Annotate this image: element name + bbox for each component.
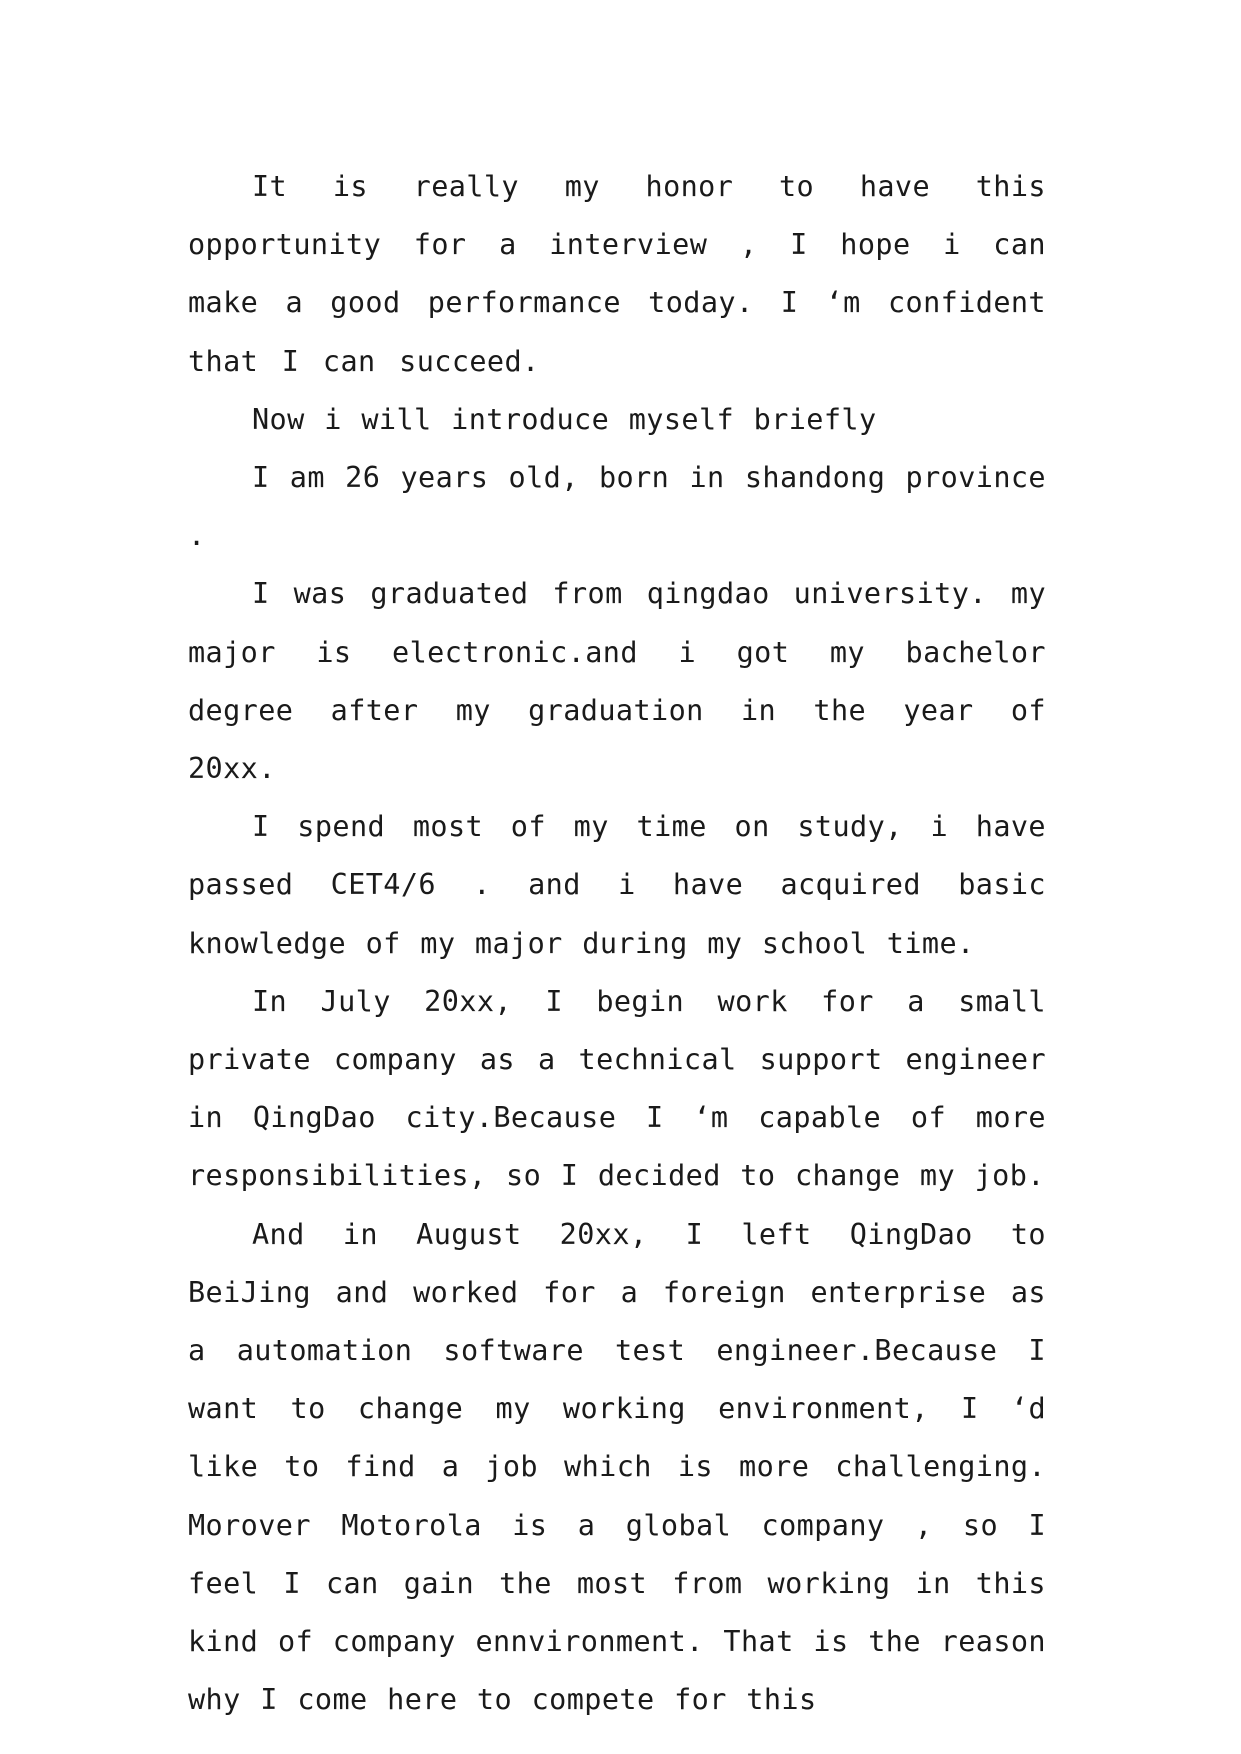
paragraph-first-job: In July 20xx, I begin work for a small private company as a technical support engineer in QingDao city.Because I ‘m capable of more responsibilities, so I decided to change my job. (188, 984, 1046, 1193)
paragraph-second-job: And in August 20xx, I left QingDao to BeiJing and worked for a foreign enterprise as a automation software test engineer.Because I want to change my working environment, I ‘d like to find a job which is more challenging. Morover Motorola is a global company , so I feel I can gain the most from working in this kind of company ennvironment. That is the reason why I come here to compete for this (188, 1217, 1046, 1717)
paragraph-education: I was graduated from qingdao university. my major is electronic.and i got my bachelor degree after my graduation in the year of 20xx. (188, 577, 1046, 786)
paragraph-opening: It is really my honor to have this opportunity for a interview , I hope i can make a good performance today. I ‘m confident that I can succeed. (188, 170, 1046, 378)
paragraph-age: I am 26 years old, born in shandong province . (188, 461, 1046, 553)
paragraph-study: I spend most of my time on study, i have passed CET4/6 . and i have acquired basic knowledge of my major during my school time. (188, 810, 1046, 960)
document-body (188, 158, 1046, 1729)
paragraph-intro: Now i will introduce myself briefly (252, 402, 877, 436)
